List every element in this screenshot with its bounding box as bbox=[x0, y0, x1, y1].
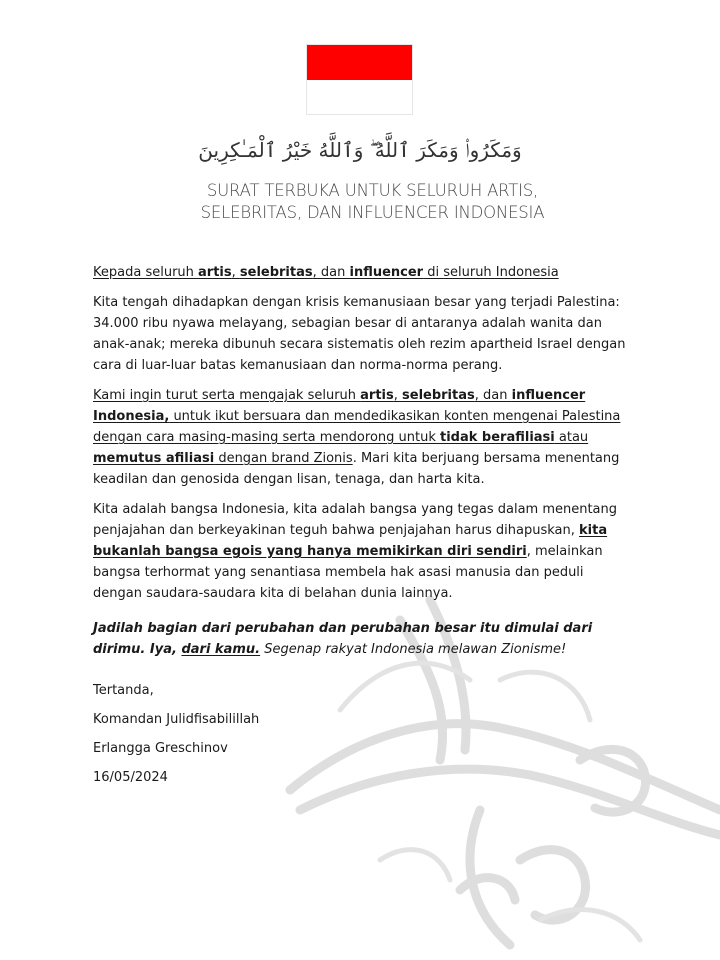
signature-line-3: Erlangga Greschinov bbox=[93, 741, 228, 756]
letter-body bbox=[93, 262, 633, 796]
invitation-paragraph: Kami ingin turut serta mengajak seluruh artis, selebritas, dan influencer Indonesia, untuk ikut bersuara dan mendedikasikan konten mengenai Palestina dengan cara masing-masing serta mendorong untuk tidak berafiliasi atau memutus afiliasi dengan brand Zionis. Mari kita berjuang bersama menentang keadilan dan genosida dengan lisan, tenaga, dan harta kita. bbox=[93, 388, 621, 487]
signature-line-1: Tertanda, bbox=[93, 683, 154, 698]
signature-line-2: Komandan Julidfisabilillah bbox=[93, 712, 260, 727]
greeting-paragraph: Kepada seluruh artis, selebritas, dan influencer di seluruh Indonesia bbox=[93, 265, 559, 280]
flag-red-band bbox=[307, 45, 412, 80]
page-title bbox=[0, 180, 720, 224]
call-to-action-paragraph: Jadilah bagian dari perubahan dan perubahan besar itu dimulai dari dirimu. Iya, dari kamu. Segenap rakyat Indonesia melawan Zionisme! bbox=[93, 621, 593, 657]
arabic-verse: وَمَكَرُوا۟ وَمَكَرَ ٱللَّهُ ۖ وَٱللَّهُ خَيْرُ ٱلْمَـٰكِرِينَ bbox=[198, 138, 522, 162]
crisis-paragraph: Kita tengah dihadapkan dengan krisis kemanusiaan besar yang terjadi Palestina: 34.000 ribu nyawa melayang, sebagian besar di antaranya adalah wanita dan anak-anak; mereka dibunuh secara sistematis oleh rezim apartheid Israel dengan cara di luar-luar batas kemanusiaan dan norma-norma perang. bbox=[93, 295, 626, 373]
title-line-2: SELEBRITAS, DAN INFLUENCER INDONESIA bbox=[200, 203, 545, 222]
signature-block bbox=[93, 680, 633, 788]
title-line-1: SURAT TERBUKA UNTUK SELURUH ARTIS, bbox=[206, 181, 539, 200]
signature-date: 16/05/2024 bbox=[93, 770, 168, 785]
nation-paragraph: Kita adalah bangsa Indonesia, kita adalah bangsa yang tegas dalam menentang penjajahan dan berkeyakinan teguh bahwa penjajahan harus dihapuskan, kita bukanlah bangsa egois yang hanya memikirkan diri sendiri, melainkan bangsa terhormat yang senantiasa membela hak asasi manusia dan peduli dengan saudara-saudara kita di belahan dunia lainnya. bbox=[93, 502, 618, 601]
indonesia-flag-icon bbox=[306, 44, 413, 115]
flag-white-band bbox=[307, 80, 412, 115]
